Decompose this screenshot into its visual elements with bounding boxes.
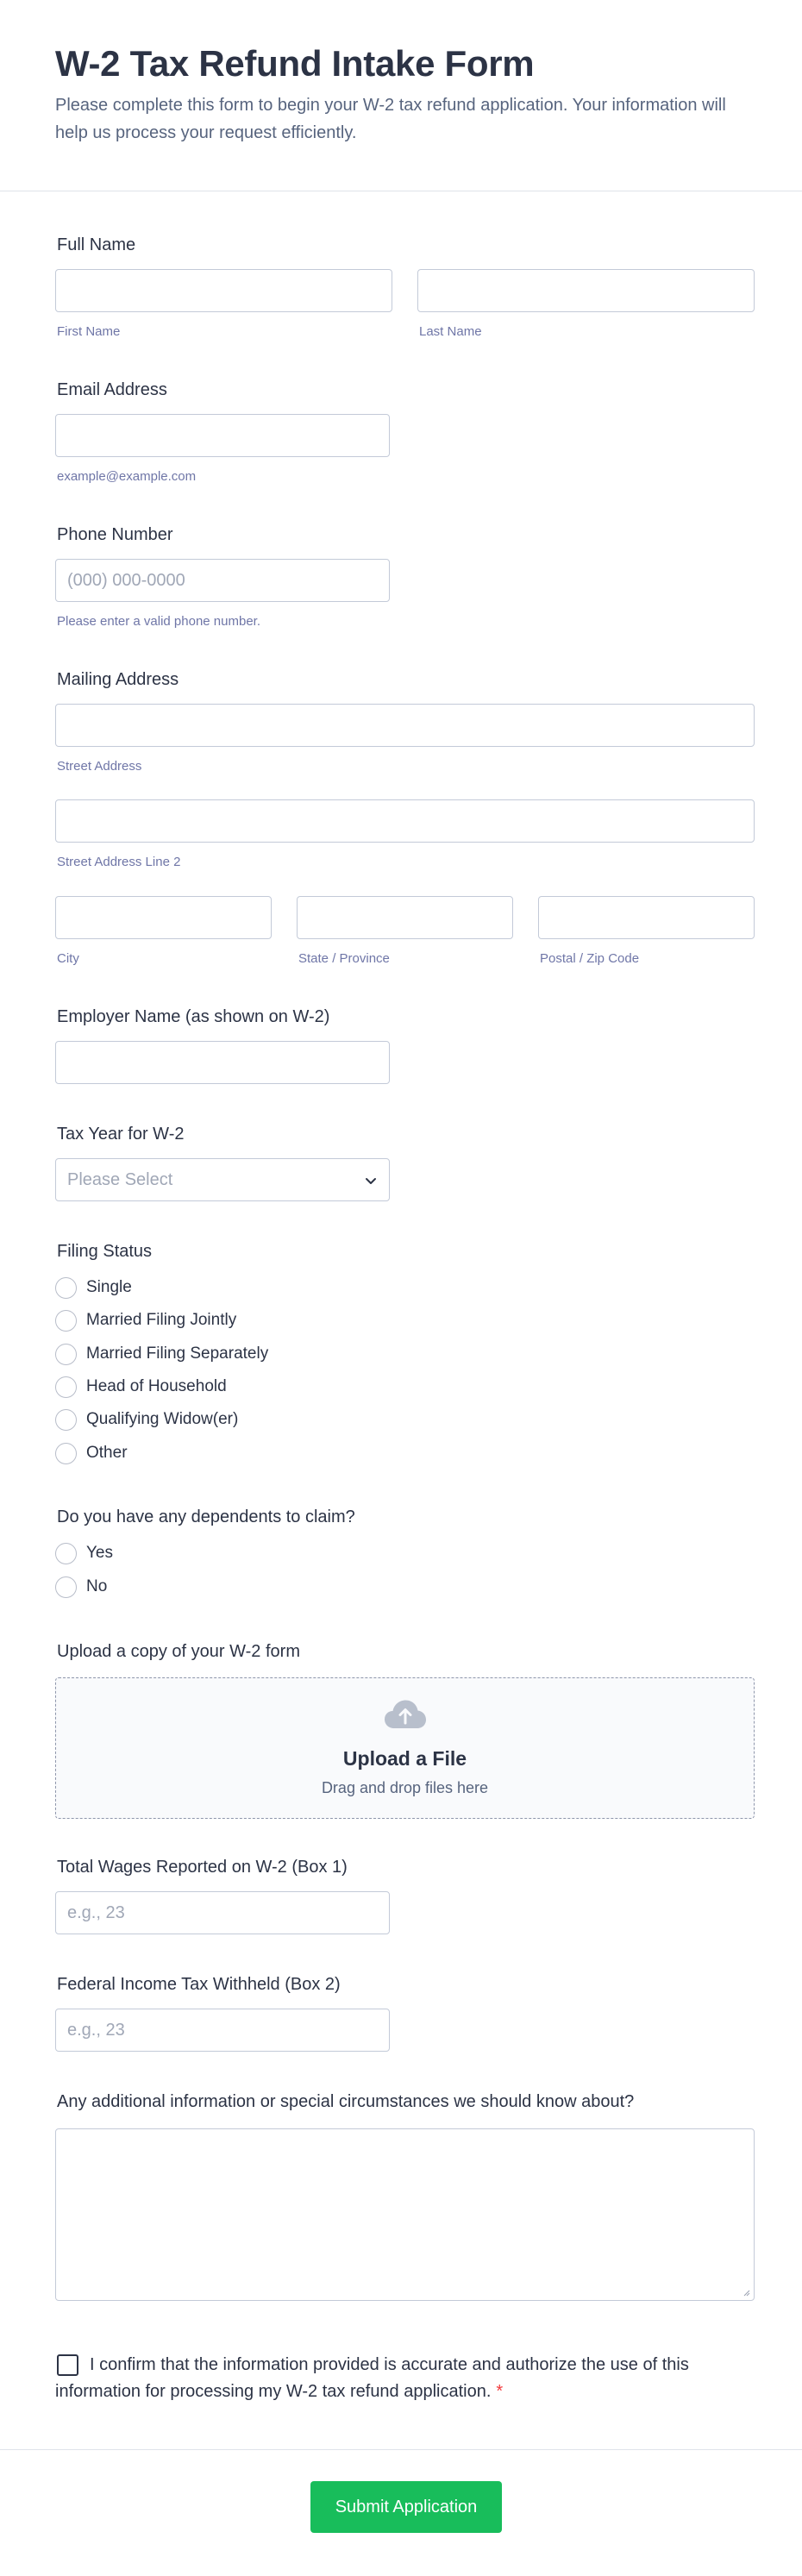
filing-status-label: Filing Status	[57, 1242, 153, 1261]
resize-handle-icon[interactable]	[742, 2288, 750, 2297]
email-input[interactable]	[55, 414, 390, 457]
cloud-upload-icon	[384, 1699, 427, 1730]
phone-sublabel: Please enter a valid phone number.	[57, 614, 260, 629]
radio-button[interactable]	[55, 1409, 77, 1431]
street-address-input[interactable]	[55, 704, 755, 747]
filing-status-option[interactable]	[55, 1275, 132, 1301]
file-upload-dropzone[interactable]	[55, 1677, 755, 1819]
street-address-line2-sublabel: Street Address Line 2	[57, 855, 181, 869]
zip-input[interactable]	[538, 896, 755, 939]
submit-button[interactable]: Submit Application	[310, 2481, 502, 2533]
email-label: Email Address	[57, 380, 167, 399]
withheld-placeholder: e.g., 23	[67, 2020, 125, 2040]
filing-status-option[interactable]	[55, 1407, 238, 1432]
withheld-input[interactable]	[55, 2009, 390, 2052]
filing-status-option[interactable]	[55, 1440, 128, 1466]
radio-button[interactable]	[55, 1344, 77, 1365]
radio-label: Other	[86, 1444, 128, 1462]
address-label: Mailing Address	[57, 670, 179, 689]
additional-info-textarea[interactable]	[55, 2128, 755, 2301]
city-input[interactable]	[55, 896, 272, 939]
dependents-label: Do you have any dependents to claim?	[57, 1507, 355, 1526]
first-name-sublabel: First Name	[57, 324, 121, 339]
phone-label: Phone Number	[57, 525, 173, 544]
radio-label: Married Filing Jointly	[86, 1311, 237, 1329]
form-subtitle: Please complete this form to begin your W-2 tax refund application. Your information will help us process your request efficiently.	[55, 96, 726, 142]
radio-button[interactable]	[55, 1443, 77, 1464]
upload-title: Upload a File	[342, 1747, 467, 1770]
required-asterisk: *	[496, 2382, 504, 2401]
form-header	[0, 0, 802, 191]
filing-status-option[interactable]	[55, 1307, 236, 1333]
filing-status-option[interactable]	[55, 1374, 227, 1400]
wages-label: Total Wages Reported on W-2 (Box 1)	[57, 1858, 348, 1877]
employer-label: Employer Name (as shown on W-2)	[57, 1007, 330, 1026]
employer-input[interactable]	[55, 1041, 390, 1084]
dependents-option[interactable]	[55, 1574, 107, 1600]
radio-label: Yes	[86, 1544, 113, 1562]
phone-placeholder: (000) 000-0000	[67, 570, 185, 590]
filing-status-option[interactable]	[55, 1341, 268, 1367]
additional-info-label: Any additional information or special circumstances we should know about?	[57, 2092, 635, 2111]
form-title: W-2 Tax Refund Intake Form	[55, 43, 535, 84]
dependents-option[interactable]	[55, 1540, 113, 1566]
last-name-input[interactable]	[417, 269, 755, 312]
consent-text: I confirm that the information provided is accurate and authorize the use of this information for processing my W-2 tax refund application.	[55, 2355, 689, 2401]
street-address-line2-input[interactable]	[55, 799, 755, 843]
radio-label: No	[86, 1577, 108, 1595]
chevron-down-icon	[363, 1173, 379, 1188]
withheld-label: Federal Income Tax Withheld (Box 2)	[57, 1975, 341, 1994]
tax-year-select[interactable]	[55, 1158, 390, 1201]
tax-year-label: Tax Year for W-2	[57, 1125, 185, 1144]
full-name-label: Full Name	[57, 235, 136, 254]
radio-button[interactable]	[55, 1576, 77, 1598]
form-footer	[0, 2449, 802, 2576]
radio-button[interactable]	[55, 1543, 77, 1564]
radio-label: Head of Household	[86, 1377, 227, 1395]
street-address-sublabel: Street Address	[57, 759, 142, 774]
first-name-input[interactable]	[55, 269, 392, 312]
last-name-sublabel: Last Name	[419, 324, 482, 339]
zip-sublabel: Postal / Zip Code	[540, 951, 640, 966]
tax-year-placeholder: Please Select	[67, 1169, 173, 1189]
city-sublabel: City	[57, 951, 79, 966]
state-sublabel: State / Province	[298, 951, 390, 966]
radio-button[interactable]	[55, 1310, 77, 1332]
consent-label	[55, 2352, 711, 2405]
radio-button[interactable]	[55, 1277, 77, 1299]
email-sublabel: example@example.com	[57, 469, 197, 484]
radio-button[interactable]	[55, 1376, 77, 1398]
radio-label: Married Filing Separately	[86, 1344, 269, 1363]
upload-subtitle: Drag and drop files here	[321, 1779, 489, 1796]
wages-input[interactable]	[55, 1891, 390, 1934]
radio-label: Qualifying Widow(er)	[86, 1410, 239, 1428]
upload-label: Upload a copy of your W-2 form	[57, 1642, 300, 1661]
phone-input[interactable]	[55, 559, 390, 602]
wages-placeholder: e.g., 23	[67, 1902, 125, 1922]
state-input[interactable]	[297, 896, 513, 939]
radio-label: Single	[86, 1278, 132, 1296]
